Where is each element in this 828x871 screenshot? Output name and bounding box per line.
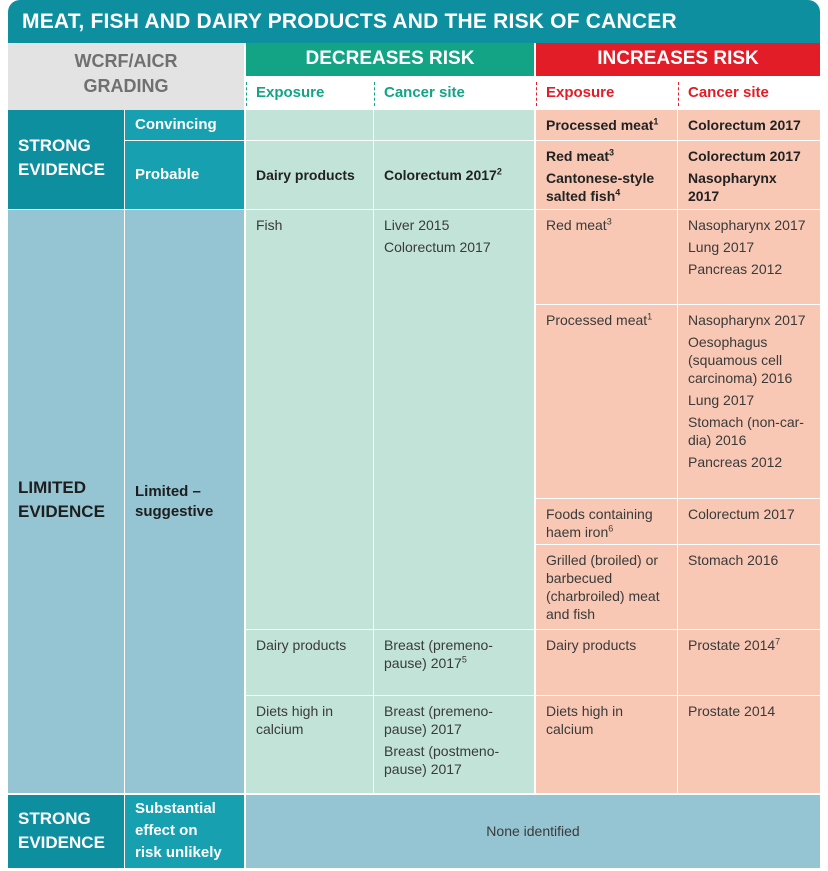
footnote-6: 6 [608,523,614,534]
inc-processed-meat-site: Stomach (non-car-dia) 2016 [688,414,804,448]
probable-dec-exposure: Dairy products [246,141,373,209]
strong-evidence-label [8,110,124,209]
inc-calcium-exposure: Diets high in calcium [536,696,677,793]
dec-dairy-exposure: Dairy products [246,630,373,695]
convincing-inc-exposure-text: Processed meat [546,117,654,133]
none-identified-cell [246,795,820,868]
convincing-grade: Convincing [125,110,244,140]
grading-header [8,43,244,110]
inc-processed-meat-text: Processed meat [546,312,648,328]
probable-inc-site [678,141,820,209]
unlikely-evidence-line2: EVIDENCE [18,833,105,852]
inc-red-meat-text: Red meat [546,217,607,233]
probable-dec-site-text: Colorectum 2017 [384,167,497,183]
inc-header-divider-2 [678,82,679,106]
dec-dairy-sites [374,630,534,695]
unlikely-grade-line3: risk unlikely [135,844,222,861]
inc-processed-meat-site: Nasopharynx 2017 [688,312,806,328]
probable-inc-exposure-1-text: Red meat [546,148,610,164]
dec-header-divider [246,82,247,106]
dec-calcium-exposure: Diets high in calcium [246,696,373,793]
probable-inc-exposure [536,141,677,209]
limited-evidence-line2: EVIDENCE [18,502,105,521]
grading-header-line1: WCRF/AICR [74,51,178,71]
probable-grade: Probable [125,141,244,209]
increases-risk-header: INCREASES RISK [536,43,820,76]
inc-exposure-header: Exposure [536,78,678,110]
dec-exposure-header: Exposure [246,78,374,110]
probable-inc-site-2: Nasopharynx 2017 [688,170,777,204]
inc-grilled-sites [678,545,820,629]
grading-header-line2: GRADING [83,76,169,96]
inc-haem-iron-exposure [536,499,677,544]
inc-processed-meat-site: Oesophagus (squamous cell carcinoma) 2016 [688,334,793,386]
footnote-3-limited: 3 [606,216,612,227]
footnote-4: 4 [615,187,621,198]
dec-calcium-site: Breast (postmeno-pause) 2017 [384,743,500,777]
dec-calcium-site: Breast (premeno-pause) 2017 [384,703,493,737]
limited-evidence-label [8,210,124,793]
inc-red-meat-exposure [536,210,677,304]
footnote-2: 2 [496,166,502,177]
dec-dairy-site: Breast (premeno-pause) 2017 [384,637,493,671]
convincing-inc-exposure [536,110,677,140]
inc-haem-iron-text: Foods containing haem iron [546,506,653,540]
inc-haem-iron-site: Colorectum 2017 [688,506,795,522]
inc-red-meat-site: Lung 2017 [688,239,755,255]
inc-processed-meat-exposure [536,305,677,498]
inc-processed-meat-sites [678,305,820,498]
inc-header-divider [536,82,537,106]
inc-processed-meat-site: Pancreas 2012 [688,454,783,470]
dec-fish-exposure: Fish [246,210,373,629]
limited-suggestive-grade [125,210,244,793]
dec-calcium-sites [374,696,534,793]
convincing-inc-site: Colorectum 2017 [678,110,820,140]
inc-grilled-exposure: Grilled (broiled) or barbecued (charbroiled) meat and fish [536,545,677,629]
table-title: MEAT, FISH AND DAIRY PRODUCTS AND THE RISK OF CANCER [8,0,820,43]
inc-cancer-site-header: Cancer site [678,78,820,110]
decreases-risk-header: DECREASES RISK [246,43,534,76]
inc-dairy-site: Prostate 2014 [688,637,776,653]
convincing-dec-exposure [246,110,373,140]
limited-grade-line2: suggestive [135,503,214,520]
inc-dairy-sites [678,630,820,695]
unlikely-grade-line1: Substantial [135,800,216,817]
none-identified-text: None identified [486,823,580,839]
dec-fish-sites [374,210,534,629]
strong-evidence-line1: STRONG [18,136,91,155]
inc-grilled-site: Stomach 2016 [688,552,779,568]
inc-red-meat-site: Nasopharynx 2017 [688,217,806,233]
dec-header-divider-2 [374,82,375,106]
strong-evidence-line2: EVIDENCE [18,160,105,179]
inc-red-meat-site: Pancreas 2012 [688,261,783,277]
dec-fish-site: Colorectum 2017 [384,239,491,255]
dec-cancer-site-header: Cancer site [374,78,534,110]
probable-inc-site-1: Colorectum 2017 [688,148,801,164]
dec-fish-site: Liver 2015 [384,217,450,233]
unlikely-grade [125,795,244,868]
probable-inc-exposure-2 [546,169,667,205]
inc-calcium-sites [678,696,820,793]
footnote-5: 5 [461,654,467,665]
probable-inc-exposure-2-text: Cantonese-style salted fish [546,170,655,204]
inc-red-meat-sites [678,210,820,304]
inc-processed-meat-site: Lung 2017 [688,392,755,408]
inc-dairy-exposure: Dairy products [536,630,677,695]
footnote-1: 1 [653,116,659,127]
probable-dec-site [374,141,534,209]
footnote-3: 3 [609,147,615,158]
footnote-7: 7 [775,636,781,647]
footnote-1-limited: 1 [647,311,653,322]
probable-inc-exposure-1 [546,147,667,165]
unlikely-grade-line2: effect on [135,822,198,839]
unlikely-evidence-line1: STRONG [18,809,91,828]
inc-haem-iron-sites [678,499,820,544]
unlikely-evidence-label [8,795,124,868]
convincing-dec-site [374,110,534,140]
limited-grade-line1: Limited – [135,483,201,500]
limited-evidence-line1: LIMITED [18,478,86,497]
inc-calcium-site: Prostate 2014 [688,703,776,719]
